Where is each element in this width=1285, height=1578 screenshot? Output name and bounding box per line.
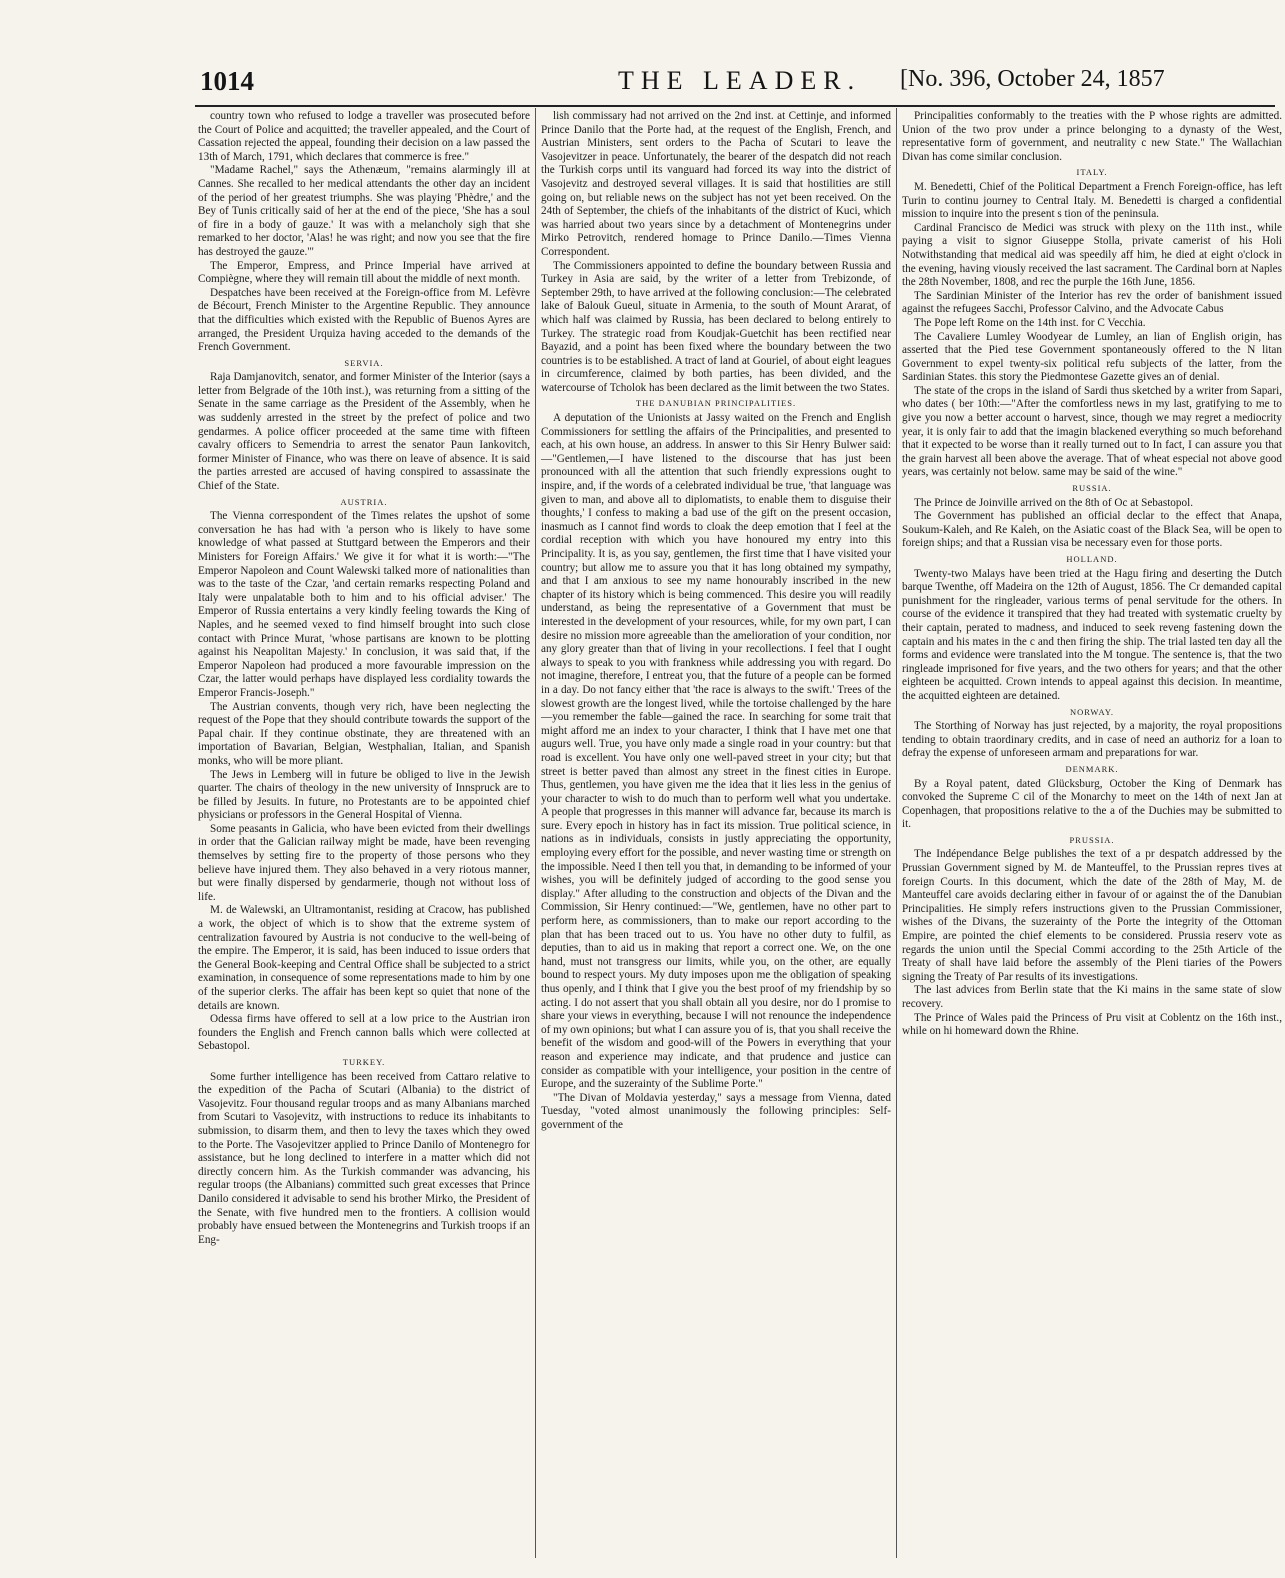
article-paragraph: Some further intelligence has been received from Cattaro relative to the expedition of the Pacha of Scutari (Albania) to the district of Vasojevitz. Four thousand regular troops and as many Albanians marched from Scutari to Vasojevitz, with instructions to reduce its inhabitants to submission, to disarm them, and then to levy the taxes which they owed to the Porte. The Vasojevitzer applied to Prince Danilo of Montenegro for assistance, but he long declined to interfere in a matter which did not directly concern him. As the Turkish commander was advancing, his regular troops (the Albanians) committed such great excesses that Prince Danilo considered it advisable to send his brother Mirko, the President of the Senate, with five hundred men to the frontiers. A collision would probably have ensued between the Montenegrins and Turkish troops if an Eng- <box>198 1070 530 1246</box>
page-number: 1014 <box>200 66 254 96</box>
column-divider <box>535 108 536 1558</box>
column-1 <box>198 110 530 1555</box>
article-paragraph: The Austrian convents, though very rich, have been neglecting the request of the Pope that they should contribute towards the support of the Papal chair. If they continue obstinate, they are threatened with an importation of Bavarian, Belgian, Westphalian, Italian, and Spanish monks, who will be more pliant. <box>198 700 530 767</box>
section-heading: TURKEY. <box>342 1056 386 1067</box>
article-paragraph: M. de Walewski, an Ultramontanist, residing at Cracow, has published a work, the object of which is to show that the extreme system of centralization favoured by Austria is not conducive to the well-being of the empire. The Emperor, it is said, has been induced to issue orders that the General Book-keeping and Central Office shall be subjected to a strict examination, in consequence of some representations made to him by one of the superior clerks. The affair has been kept so quiet that none of the details are known. <box>198 904 530 1012</box>
article-paragraph: "Madame Rachel," says the Athenæum, "remains alarmingly ill at Cannes. She recalled to her medical attendants the other day an incident of the period of her greatest triumphs. She was playing 'Phèdre,' and the Bey of Tunis critically said of her at the end of the piece, 'She has a soul of fire in a body of gauze.' It was with a melancholy sigh that she remarked to her doctor, 'Alas! he was right; and now you see that the fire has destroyed the gauze.'" <box>198 164 530 258</box>
article-paragraph: The last advices from Berlin state that the Ki mains in the same state of slow recovery. <box>902 984 1282 1010</box>
column-2 <box>541 110 891 1555</box>
article-paragraph: The Cavaliere Lumley Woodyear de Lumley, an lian of English origin, has asserted that the Pied tese Government spontaneously offered to the N litan Government to expel twenty-six political refu subjects of the latter, from the Sardinian States. this story the Piedmontese Gazette gives an of denial. <box>902 330 1282 384</box>
section-heading: SERVIA. <box>344 357 384 368</box>
column-3 <box>902 110 1282 1555</box>
article-paragraph: The Prince of Wales paid the Princess of Pru visit at Coblentz on the 16th inst., while on hi homeward down the Rhine. <box>902 1011 1282 1038</box>
article-paragraph: The Storthing of Norway has just rejected, by a majority, the royal propositions tending to obtain traordinary credits, and in case of need an authoriz for a loan to defray the expense of unforeseen armam and preparations for war. <box>902 720 1282 760</box>
section-heading: RUSSIA. <box>1072 483 1112 494</box>
article-paragraph: A deputation of the Unionists at Jassy waited on the French and English Commissioners for settling the affairs of the Principalities, and presented to each, at his own house, an address. In answer to this Sir Henry Bulwer said:—"Gentlemen,—I have listened to the discourse that has just been pronounced with all the attention that such friendly expressions ought to inspire, and, if the words of a celebrated individual be true, 'that language was given to man, and above all to diplomatists, to enable them to disguise their thoughts,' I confess to making a bad use of the gift on the present occasion, inasmuch as I cannot find words to cloak the deep emotion that I feel at the cordial reception with which you have honoured my entry into this Principality. It is, as you say, gentlemen, the first time that I have visited your country; but allow me to assure you that it has long obtained my sympathy, and that I am anxious to see my name honourably inscribed in the new chapter of its history which is being commenced. This desire you will readily understand, as being the representative of a Government that must be interested in the development of your resources, while, for my own part, I can desire no mission more agreeable than the amelioration of your condition, nor any glory greater than that of living in your recollections. I feel that I ought always to speak to you with frankness while addressing you with regard. Do not imagine, therefore, I entreat you, that the future of a people can be formed in a day. Do not fancy either that 'the race is always to the swift.' Trees of the slowest growth are the longest lived, while the tortoise challenged by the hare—you remember the fable—gained the race. In searching for some trait that might afford me an index to your character, I think that I have met one that augurs well. True, you have only made a single road in your country: but that road is excellent. You have only one well-paved street in your city; but that street is better paved than almost any street in the finest cities in Europe. Thus, gentlemen, you have given me the idea that it lies less in the genius of your character to wish to do much than to perform well what you undertake. A people that progresses in this manner will advance far, because its march is sure. Every epoch in history has in fact its mission. True political science, in nations as in individuals, consists in justly appreciating the opportunity, employing every effort for the possible, and never wasting time or strength on the impossible. Need I then tell you that, in demanding to be informed of your wishes, you will be definitely judged of according to the good sense you display." After alluding to the construction and objects of the Divan and the Commission, Sir Henry continued:—"We, gentlemen, have no other part to perform here, as commissioners, than to make our report according to the plan that has been traced out to us. You have no other duty to fulfil, as deputies, than to aid us in making that report a correct one. We, on the one hand, must not transgress our limits, while you, on the other, are equally bound to respect yours. My duty imposes upon me the obligation of speaking thus openly, and I think that I give you the best proof of my friendship by so acting. I do not assert that you shall obtain all you desire, nor do I promise to share your views in everything, because I will not renounce the independence of my own opinions; but what I can assure you of is, that you shall receive the benefit of the wisdom and good-will of the Powers in everything that your reason and experience may indicate, and that prudence and justice can consider as compatible with your intelligence, your position in the centre of Europe, and the suzerainty of the Sublime Porte." <box>541 412 891 1091</box>
article-paragraph: The Sardinian Minister of the Interior has rev the order of banishment issued against the refugees Sacchi, Professor Calvino, and the Advocate Cabus <box>902 289 1282 316</box>
article-paragraph: The Indépendance Belge publishes the text of a pr despatch addressed by the Prussian Government signed by M. de Manteuffel, to the Prussian repres tives at foreign Courts. In this document, which the date of the 28th of May, M. de Manteuffel care avoids declaring either in favour of or against the of the Danubian Principalities. He simply refers instructions given to the Prussian Commissioner, wishes of the Divans, the suzerainty of the Porte the integrity of the Ottoman Empire, are pointed the chief elements to be considered. Prussia reserv vote as regards the union until the Special Commi according to the 25th Article of the Treaty of shall have laid before the assembly of the Pleni tiaries of the Powers signing the Treaty of Par results of its investigations. <box>902 848 1282 983</box>
header-rule <box>195 105 1275 107</box>
section-heading: NORWAY. <box>1069 706 1115 717</box>
article-paragraph: The Prince de Joinville arrived on the 8th of Oc at Sebastopol. <box>914 496 1193 509</box>
section-heading: HOLLAND. <box>1066 554 1118 564</box>
article-paragraph: Cardinal Francisco de Medici was struck with plexy on the 11th inst., while paying a visit to signor Giuseppe Stolla, private camerist of his Holi Notwithstanding that medical aid was speedily aff him, he died at eight o'clock in the evening, having viously received the last sacrament. The Cardinal born at Naples the 28th November, 1808, and rec the purple the 16th June, 1856. <box>902 221 1282 289</box>
section-heading: ITALY. <box>1076 167 1108 178</box>
article-paragraph: country town who refused to lodge a traveller was prosecuted before the Court of Police and acquitted; the traveller appealed, and the Court of Cassation rejected the appeal, founding their decision on a law passed the 13th of March, 1791, which declares that commerce is free." <box>198 110 530 163</box>
column-divider <box>896 108 897 1558</box>
article-paragraph: The Pope left Rome on the 14th inst. for C Vecchia. <box>914 316 1146 329</box>
section-heading: PRUSSIA. <box>1069 834 1115 845</box>
article-paragraph: Principalities conformably to the treaties with the P whose rights are admitted. Union of the two prov under a prince belonging to a dynasty of the West, representative form of government, and neutrality c new State." The Wallachian Divan has come similar conclusion. <box>902 110 1282 163</box>
article-paragraph: "The Divan of Moldavia yesterday," says a message from Vienna, dated Tuesday, "voted almost unanimously the following principles: Self-government of the <box>541 1091 891 1131</box>
article-paragraph: Twenty-two Malays have been tried at the Hagu firing and deserting the Dutch barque Twenthe, off Madeira on the 12th of August, 1856. The Cr demanded capital punishment for the ringleader, various terms of penal servitude for the others. In course of the evidence it transpired that they had treated with systematic cruelty by their captain, perated to madness, and induced to seek reveng fastening down the captain and his mates in the c and then firing the ship. The trial lasted ten day all the forms and evidence were translated into the M tongue. The sentence is, that the two ringleade imprisoned for five years, and the two others for years; and that the other eighteen be acquitted. Crown intends to appeal against this decision. In meantime, the acquitted eighteen are detained. <box>902 567 1282 702</box>
article-paragraph: Despatches have been received at the Foreign-office from M. Lefèvre de Bécourt, French Minister to the Argentine Republic. They announce that the difficulties which existed with the Republic of Buenos Ayres are arranged, the President Urquiza having acceded to the demands of the French Government. <box>198 286 530 354</box>
article-paragraph: The Government has published an official declar to the effect that Anapa, Soukum-Kaleh, and Re Kaleh, on the Asiatic coast of the Black Sea, will be open to foreign ships; and that a Russian visa be necessary even for those ports. <box>902 510 1282 550</box>
article-paragraph: Odessa firms have offered to sell at a low price to the Austrian iron founders the English and French cannon balls which were collected at Sebastopol. <box>198 1013 530 1053</box>
article-paragraph: The Vienna correspondent of the Times relates the upshot of some conversation he has had with 'a person who is likely to have some knowledge of what passed at Stuttgard between the Emperors and their Ministers for Foreign Affairs.' We give it for what it is worth:—"The Emperor Napoleon and Count Walewski talked more of nationalities than was to the taste of the Czar, 'and certain remarks respecting Poland and Italy were unpalatable both to him and to his official adviser.' The Emperor of Russia entertains a very kindly feeling towards the King of Naples, and he seemed vexed to find himself brought into such close contact with Prince Murat, 'whose partisans are known to be plotting against his Neapolitan Majesty.' In conclusion, it was said that, if the Emperor Napoleon had produced a more favourable impression on the Czar, the latter would perhaps have displayed less cordiality towards the Emperor Francis-Joseph." <box>198 510 530 699</box>
section-heading: AUSTRIA. <box>340 496 388 507</box>
masthead-title: THE LEADER. <box>618 66 862 95</box>
article-paragraph: The state of the crops in the island of Sardi thus sketched by a writer from Sapari, who dates ( ber 10th:—"After the comfortless news in my last, gratifying to me to give you now a better account o harvest, since, though we may regret a mediocrity year, it is only fair to add that the imagin blackened everything so much beforehand that it expected to be worse than it really turned out to In fact, I can assure you that the grain harvest all been above the average. That of wheat especial not above good years, was certainly not below. same may be said of the wine." <box>902 384 1282 479</box>
article-paragraph: The Commissioners appointed to define the boundary between Russia and Turkey in Asia are said, by the writer of a letter from Trebizonde, of September 29th, to have arrived at the following conclusion:—The celebrated lake of Balouk Gueul, situate in Armenia, to the south of Mount Ararat, of which half was claimed by Russia, has been declared to belong entirely to Turkey. The strategic road from Koudjak-Guetchit has been rectified near Bayazid, and a point has been fixed where the boundary between the two countries is to be established. A tract of land at Gouriel, of about eight leagues in circumference, claimed by both parties, has been divided, and the watercourse of Tcholok has been declared as the limit between the two States. <box>541 259 891 394</box>
article-paragraph: The Emperor, Empress, and Prince Imperial have arrived at Compiègne, where they will remain till about the middle of next month. <box>198 259 530 286</box>
article-paragraph: M. Benedetti, Chief of the Political Department a French Foreign-office, has left Turin to continu journey to Central Italy. M. Benedetti is charged a confidential mission to inquire into the present s tion of the peninsula. <box>902 180 1282 221</box>
article-paragraph: lish commissary had not arrived on the 2nd inst. at Cettinje, and informed Prince Danilo that the Porte had, at the request of the English, French, and Austrian Ministers, sent orders to the Pacha of Scutari to leave the Vasojevitzer in peace. Unfortunately, the bearer of the despatch did not reach the Turkish corps until its vanguard had forced its way into the district of Vasojevitz and destroyed several villages. It is said that hostilities are still going on, but reliable news on the subject has not yet been received. On the 24th of September, the chiefs of the inhabitants of the district of Kuci, which was harried about two years since by a detachment of Montenegrins under Mirko Petrovitch, rendered homage to Prince Danilo.—Times Vienna Correspondent. <box>541 110 891 258</box>
section-heading: DENMARK. <box>1065 763 1119 774</box>
section-heading: THE DANUBIAN PRINCIPALITIES. <box>635 398 797 409</box>
article-paragraph: By a Royal patent, dated Glücksburg, October the King of Denmark has convoked the Supreme C cil of the Monarchy to meet on the 14th of next Jan at Copenhagen, that propositions relative to the a of the Duchies may be submitted to it. <box>902 777 1282 831</box>
article-paragraph: Raja Damjanovitch, senator, and former Minister of the Interior (says a letter from Belgrade of the 10th inst.), was returning from a sitting of the Senate in the same carriage as the President of the Assembly, when he was suddenly arrested in the street by the prefect of police and two gendarmes. A police officer proceeded at the same time with fifteen cavalry officers to Semendria to arrest the senator Paun Iankovitch, former Minister of Finance, who was there on leave of absence. It is said the parties arrested are accused of having conspired to assassinate the Chief of the State. <box>198 371 530 493</box>
issue-line: [No. 396, October 24, 1857 <box>900 66 1165 92</box>
article-paragraph: Some peasants in Galicia, who have been evicted from their dwellings in order that the Galician railway might be made, have been revenging themselves by setting fire to the property of those persons who they believe have injured them. They also behaved in a very riotous manner, but were finally dispersed by gendarmerie, though not without loss of life. <box>198 822 530 903</box>
article-paragraph: The Jews in Lemberg will in future be obliged to live in the Jewish quarter. The chairs of theology in the new university of Innspruck are to be filled by Jesuits. In future, no Protestants are to be appointed chief physicians or professors in the General Hospital of Vienna. <box>198 768 530 822</box>
